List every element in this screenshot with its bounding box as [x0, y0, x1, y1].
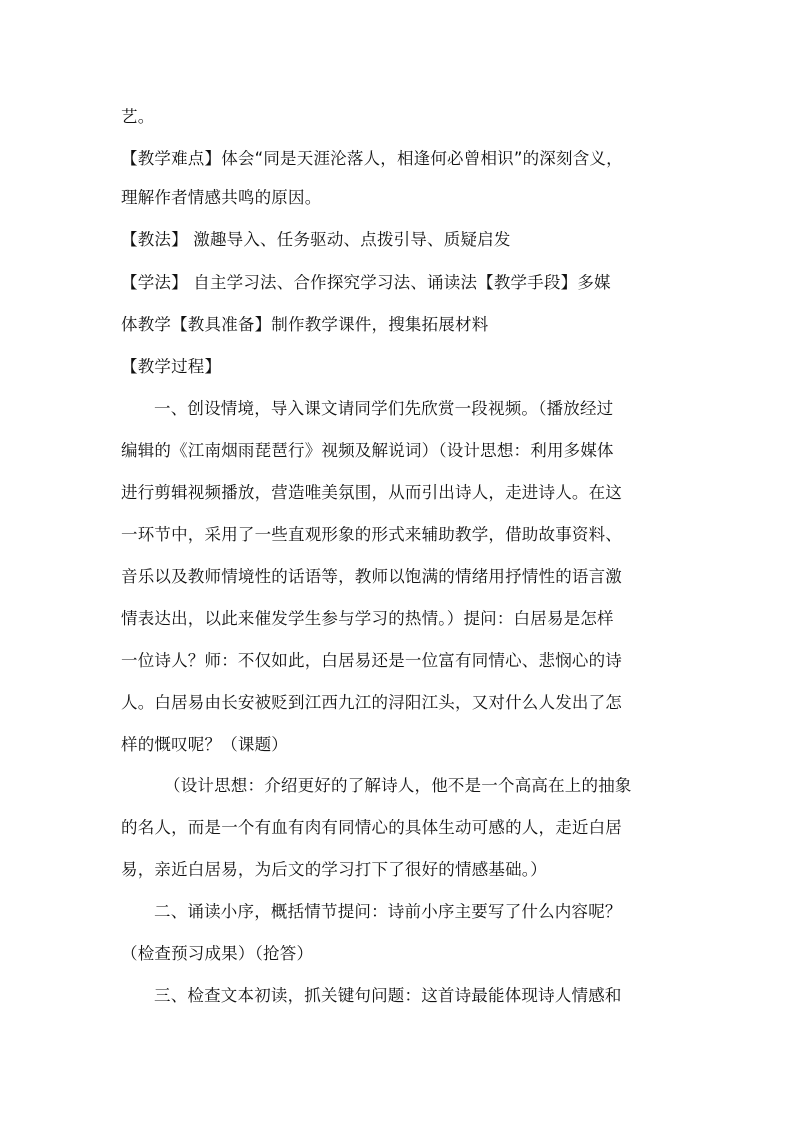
text-line-15: 人。白居易由长安被贬到江西九江的浔阳江头，又对什么人发出了怎	[121, 693, 622, 712]
text-line-18: 的名人，而是一个有血有肉有同情心的具体生动可感的人，走近白居	[121, 818, 622, 837]
text-line-9: 编辑的《江南烟雨琵琶行》视频及解说词）（设计思想：利用多媒体	[121, 441, 614, 460]
text-line-8: 一、创设情境，导入课文请同学们先欣赏一段视频。（播放经过	[154, 399, 614, 418]
text-line-10: 进行剪辑视频播放，营造唯美氛围，从而引出诗人，走进诗人。在这	[121, 483, 622, 502]
text-line-13: 情表达出，以此来催发学生参与学习的热情。）提问：白居易是怎样	[121, 609, 614, 628]
text-line-1: 艺。	[121, 107, 155, 126]
text-line-7: 【教学过程】	[121, 357, 222, 376]
text-line-4: 【教法】 激趣导入、任务驱动、点拨引导、质疑启发	[121, 230, 511, 249]
text-line-6: 体教学【教具准备】制作教学课件，搜集拓展材料	[121, 315, 489, 334]
text-line-5: 【学法】 自主学习法、合作探究学习法、诵读法【教学手段】多媒	[121, 273, 611, 292]
text-line-20: 二、诵读小序，概括情节提问：诗前小序主要写了什么内容呢？	[154, 902, 622, 921]
text-line-12: 音乐以及教师情境性的话语等，教师以饱满的情绪用抒情性的语言激	[121, 567, 622, 586]
text-line-16: 样的慨叹呢？（课题）	[121, 735, 288, 754]
text-line-14: 一位诗人？师：不仅如此，白居易还是一位富有同情心、悲悯心的诗	[121, 651, 622, 670]
text-line-2: 【教学难点】体会“同是天涯沦落人，相逢何必曾相识”的深刻含义，	[121, 149, 623, 168]
text-line-11: 一环节中，采用了一些直观形象的形式来辅助教学，借助故事资料、	[121, 525, 622, 544]
text-line-21: （检查预习成果）（抢答）	[121, 944, 314, 963]
text-line-22: 三、检查文本初读，抓关键句问题：这首诗最能体现诗人情感和	[154, 986, 622, 1005]
text-line-17: （设计思想：介绍更好的了解诗人，他不是一个高高在上的抽象	[164, 776, 632, 795]
text-line-3: 理解作者情感共鸣的原因。	[121, 188, 322, 207]
text-line-19: 易，亲近白居易，为后文的学习打下了很好的情感基础。）	[121, 860, 547, 879]
